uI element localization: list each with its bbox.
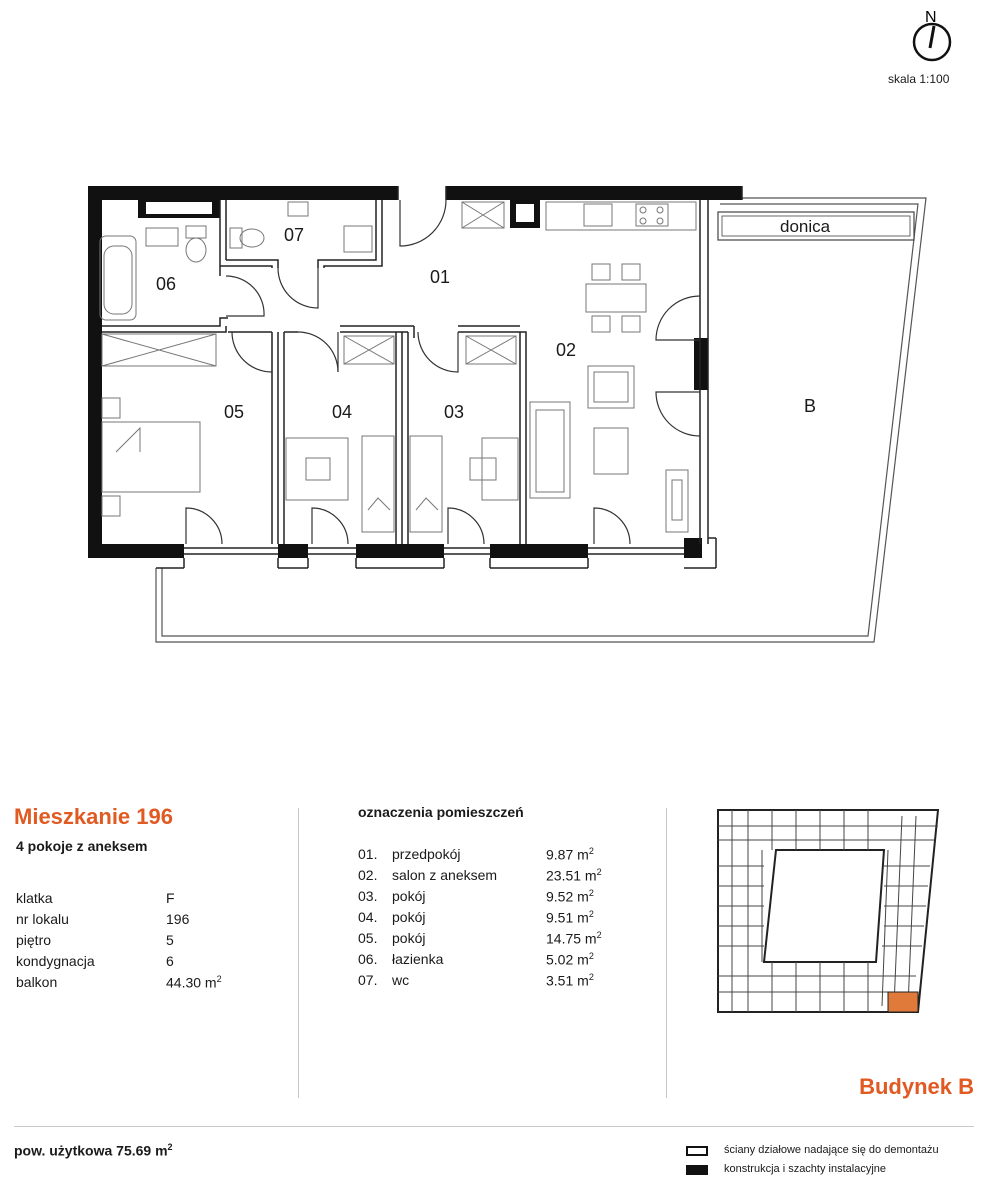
- toilet-icon: [186, 226, 206, 238]
- room-label-02: 02: [556, 340, 577, 360]
- rooms-table-heading: oznaczenia pomieszczeń: [358, 804, 524, 820]
- room-label-05: 05: [224, 402, 245, 422]
- bed-icon: [102, 422, 200, 492]
- dining-table: [586, 284, 646, 312]
- bed-icon: [410, 436, 442, 532]
- bathtub-icon: [100, 236, 136, 320]
- detail-label: balkon: [16, 974, 58, 990]
- partition-walls: [156, 186, 742, 568]
- room-label-07: 07: [284, 225, 305, 245]
- detail-label: nr lokalu: [16, 911, 69, 927]
- room-label-03: 03: [444, 402, 465, 422]
- room-label-04: 04: [332, 402, 353, 422]
- bed-icon: [362, 436, 394, 532]
- detail-value: 196: [166, 911, 190, 927]
- kitchen-sink-icon: [584, 204, 612, 226]
- sink-icon: [146, 228, 178, 246]
- building-key-plan: [712, 806, 952, 1018]
- room-label-01: 01: [430, 267, 451, 287]
- room-label-06: 06: [156, 274, 177, 294]
- detail-value: 44.30 $m^2$: [166, 974, 222, 991]
- north-compass-icon: [914, 24, 950, 60]
- detail-label: kondygnacja: [16, 953, 95, 969]
- detail-label: klatka: [16, 890, 53, 906]
- detail-label: piętro: [16, 932, 52, 948]
- legend-outline-swatch: [686, 1146, 708, 1156]
- separator: [14, 1126, 974, 1127]
- detail-value: 6: [166, 953, 174, 969]
- legend-text: ściany działowe nadające się do demontażu: [724, 1144, 939, 1156]
- balcony-label: B: [804, 396, 817, 416]
- usable-area: pow. użytkowa 75.69 $m^2$: [14, 1142, 173, 1159]
- structural-walls: [88, 186, 742, 558]
- building-label: Budynek B: [859, 1074, 974, 1099]
- rooms-table: 01. przedpokój 9.87 $m^2$ 02. salon z aneksem 23.51 $m^2$ 03. pokój 9.52 $m^2$ 04. pokój 9.51 $m^2$ 05. pokój 14.75 $m^2$ 06. łazienka 5.02 $m^2$ 07. wc 3.51 $m^2$: [358, 846, 602, 989]
- legend-filled-swatch: [686, 1165, 708, 1175]
- compass-letter: N: [925, 9, 937, 26]
- scale-label: skala 1:100: [888, 72, 950, 86]
- detail-value: F: [166, 890, 175, 906]
- tv-unit: [666, 470, 688, 532]
- apartment-subtitle: 4 pokoje z aneksem: [16, 838, 148, 854]
- sink-icon: [288, 202, 308, 216]
- legend-text: konstrukcja i szachty instalacyjne: [724, 1163, 887, 1175]
- detail-value: 5: [166, 932, 174, 948]
- apartment-highlight: [888, 992, 918, 1012]
- desk: [482, 438, 518, 500]
- separator: [666, 808, 667, 1098]
- desk: [286, 438, 348, 500]
- furniture: [100, 202, 696, 532]
- separator: [298, 808, 299, 1098]
- coffee-table: [594, 428, 628, 474]
- planter-label: donica: [780, 217, 831, 236]
- apartment-title: Mieszkanie 196: [14, 804, 173, 829]
